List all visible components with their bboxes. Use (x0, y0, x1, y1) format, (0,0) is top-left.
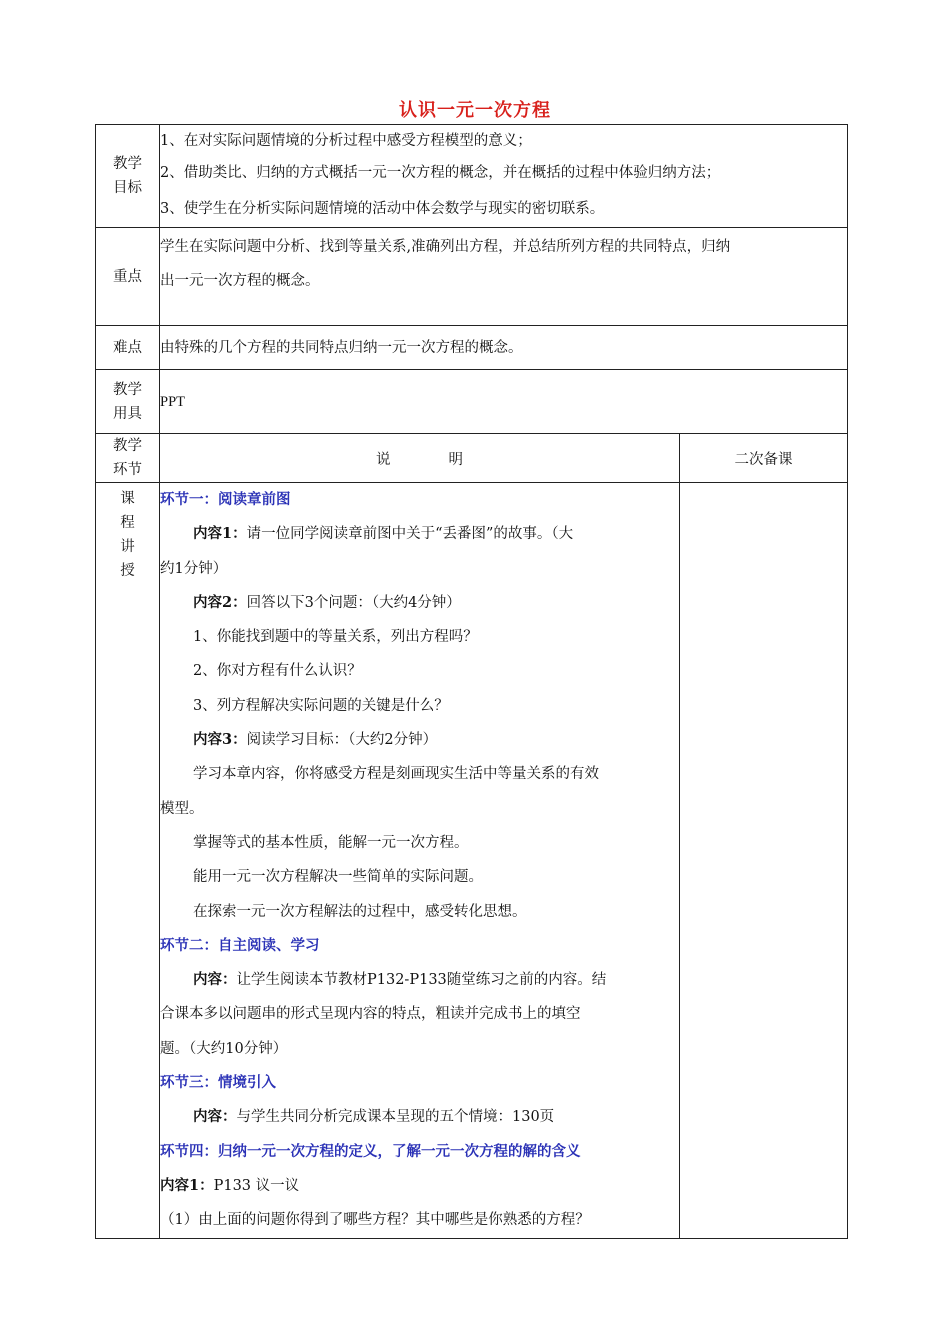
objective-1-cont: 模型。 (160, 800, 204, 817)
content-2-label: 内容2： (193, 593, 247, 611)
section-2-title: 环节二：自主阅读、学习 (160, 936, 320, 954)
tools-label-line-2: 用具 (113, 405, 142, 422)
section-4-content-1 (160, 1169, 679, 1203)
question-3: 3、列方程解决实际问题的关键是什么？ (193, 697, 449, 714)
content-1-text: 请一位同学阅读章前图中关于“丢番图”的故事。（大 (246, 526, 574, 543)
document-title: 认识一元一次方程 (399, 100, 551, 121)
key-points-label: 重点 (96, 228, 160, 326)
tools-label (96, 370, 160, 434)
process-label-char-3: 讲 (120, 539, 135, 555)
objective-2: 掌握等式的基本性质，能解一元一次方程。 (193, 834, 469, 851)
stage-label (96, 434, 160, 483)
goals-row (96, 125, 848, 228)
goals-label (96, 125, 160, 228)
process-label-char-2: 程 (120, 515, 135, 531)
process-label (96, 483, 160, 1239)
key-points-text-2: 出一元一次方程的概念。 (160, 273, 320, 289)
process-content (160, 483, 680, 1239)
difficulty-row (96, 326, 848, 370)
section-2-text-cont-1: 合课本多以问题串的形式呈现内容的特点，粗读并完成书上的填空 (160, 1006, 581, 1023)
process-label-char-1: 课 (120, 491, 135, 507)
process-row (96, 483, 848, 1239)
section-3-title: 环节三：情境引入 (160, 1074, 276, 1092)
section-4-content-1-label: 内容1： (160, 1176, 214, 1194)
section-1-title: 环节一：阅读章前图 (160, 491, 291, 508)
key-points-row (96, 228, 848, 326)
goal-item-1: 1、在对实际问题情境的分析过程中感受方程模型的意义； (160, 133, 532, 149)
content-2-text: 回答以下3个问题：（大约4分钟） (246, 594, 461, 611)
objective-1: 学习本章内容，你将感受方程是刻画现实生活中等量关系的有效 (193, 766, 599, 783)
section-4-question-1: （1）由上面的问题你得到了哪些方程？其中哪些是你熟悉的方程？ (160, 1212, 590, 1229)
section-2-text: 让学生阅读本节教材P132-P133随堂练习之前的内容。结 (236, 972, 607, 989)
lesson-plan-table (95, 124, 848, 1239)
goals-label-line-2: 目标 (113, 180, 142, 196)
description-header: 说 明 (160, 434, 680, 483)
question-1: 1、你能找到题中的等量关系，列出方程吗？ (193, 629, 478, 646)
content-3-text: 阅读学习目标：（大约2分钟） (246, 732, 438, 749)
stage-label-line-2: 环节 (113, 462, 142, 478)
goals-label-line-1: 教学 (113, 156, 142, 172)
section-3-content (160, 1100, 679, 1134)
section-2-text-cont-2: 题。（大约10分钟） (160, 1040, 288, 1057)
second-prep-cell (680, 483, 848, 1239)
question-2: 2、你对方程有什么认识？ (193, 663, 362, 680)
section-2-content (160, 963, 679, 997)
section-4-content-1-text: P133 议一议 (213, 1177, 300, 1194)
tools-label-line-1: 教学 (113, 381, 142, 398)
stage-label-line-1: 教学 (113, 438, 142, 454)
section-3-text: 与学生共同分析完成课本呈现的五个情境：130页 (236, 1109, 555, 1126)
content-3-label: 内容3： (193, 731, 247, 749)
content-1-label: 内容1： (193, 525, 247, 543)
section-1-content-1 (160, 517, 679, 551)
difficulty-label: 难点 (96, 326, 160, 370)
tools-content: PPT (160, 370, 848, 434)
section-2-label: 内容： (193, 971, 237, 989)
second-prep-header: 二次备课 (680, 434, 848, 483)
objective-4: 在探索一元一次方程解法的过程中，感受转化思想。 (193, 903, 527, 920)
goal-item-2: 2、借助类比、归纳的方式概括一元一次方程的概念，并在概括的过程中体验归纳方法； (160, 165, 721, 181)
difficulty-content: 由特殊的几个方程的共同特点归纳一元一次方程的概念。 (160, 326, 848, 370)
section-3-label: 内容： (193, 1108, 237, 1126)
tools-row (96, 370, 848, 434)
objective-3: 能用一元一次方程解决一些简单的实际问题。 (193, 869, 483, 886)
header-row (96, 434, 848, 483)
section-1-content-1-cont: 约1分钟） (160, 560, 228, 577)
section-1-content-3 (160, 723, 679, 757)
section-1-content-2 (160, 586, 679, 620)
goal-item-3: 3、使学生在分析实际问题情境的活动中体会数学与现实的密切联系。 (160, 201, 605, 217)
process-label-char-4: 授 (120, 563, 135, 579)
key-points-text-1: 学生在实际问题中分析、找到等量关系,准确列出方程，并总结所列方程的共同特点，归纳 (160, 239, 731, 255)
section-4-title: 环节四：归纳一元一次方程的定义，了解一元一次方程的解的含义 (160, 1142, 581, 1160)
goals-content (160, 125, 848, 228)
key-points-content (160, 228, 848, 326)
